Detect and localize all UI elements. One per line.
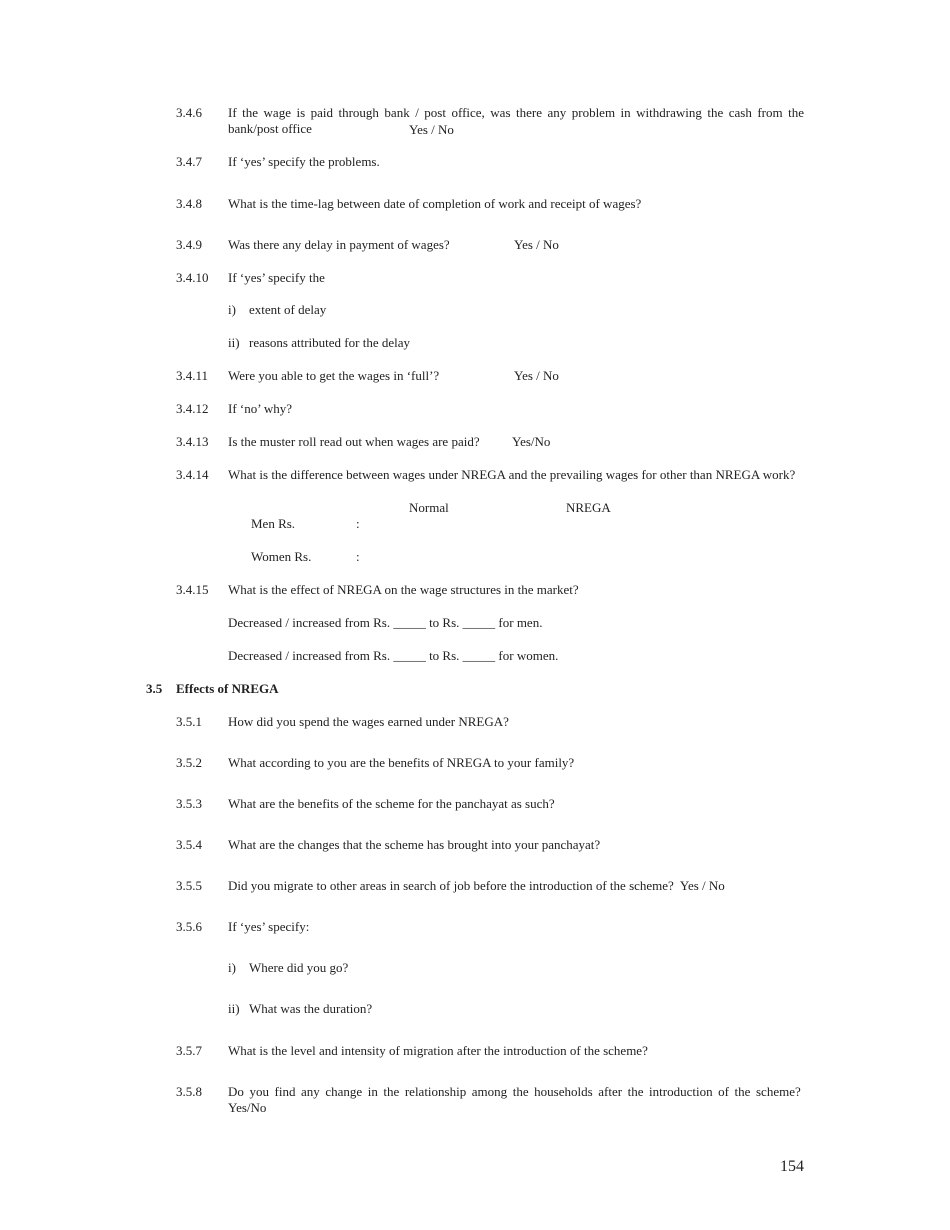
question-3-5-5: [176, 878, 804, 894]
sub-item: [228, 960, 348, 976]
question-number: 3.5.8: [176, 1084, 202, 1099]
question-text: If the wage is paid through bank / post office, was there any problem in withdrawing the cash from the bank/post office: [228, 105, 804, 136]
question-text: What are the changes that the scheme has brought into your panchayat?: [228, 837, 601, 852]
question-number: 3.4.7: [176, 154, 202, 169]
question-text: What is the level and intensity of migration after the introduction of the scheme?: [228, 1043, 648, 1058]
question-3-5-3: [176, 796, 804, 812]
section-number: 3.5: [146, 681, 163, 696]
sub-item: [228, 335, 410, 351]
question-number: 3.5.1: [176, 714, 202, 729]
sub-item-text: reasons attributed for the delay: [249, 335, 410, 350]
question-text: [228, 1084, 804, 1116]
question-3-4-7: [176, 154, 804, 170]
question-3-5-6: [176, 919, 804, 935]
sub-item-text: extent of delay: [249, 302, 327, 317]
yes-no-answer: Yes / No: [514, 237, 559, 252]
question-number: 3.5.7: [176, 1043, 202, 1058]
question-number: 3.5.3: [176, 796, 202, 811]
question-number: 3.4.6: [176, 105, 202, 120]
question-text: [228, 878, 804, 894]
question-3-5-1: [176, 714, 804, 730]
sub-item: [228, 1001, 372, 1017]
question-number: 3.4.13: [176, 434, 209, 449]
section-title: Effects of NREGA: [176, 681, 279, 696]
yes-no-answer: Yes/No: [228, 1100, 267, 1115]
question-3-4-10: [176, 270, 804, 286]
question-text: Were you able to get the wages in ‘full’?: [228, 368, 440, 383]
question-number: 3.4.15: [176, 582, 209, 597]
question-number: 3.5.6: [176, 919, 202, 934]
yes-no-answer: Yes/No: [512, 434, 551, 449]
question-text: Is the muster roll read out when wages are paid?: [228, 434, 480, 449]
yes-no-answer: Yes / No: [409, 122, 454, 137]
sub-item: [228, 302, 326, 318]
question-number: 3.4.10: [176, 270, 209, 285]
row-label-women: Women Rs.: [251, 549, 312, 564]
wage-change-women-line: Decreased / increased from Rs. _____ to Rs. _____ for women.: [228, 648, 559, 663]
question-3-5-8: [176, 1084, 804, 1116]
yes-no-answer: Yes / No: [514, 368, 559, 383]
column-header-normal: Normal: [409, 500, 449, 515]
question-3-5-2: [176, 755, 804, 771]
question-number: 3.5.4: [176, 837, 202, 852]
question-text: What is the time-lag between date of completion of work and receipt of wages?: [228, 196, 642, 211]
row-label-men: Men Rs.: [251, 516, 296, 531]
question-number: 3.5.2: [176, 755, 202, 770]
question-3-4-12: [176, 401, 804, 417]
wage-change-men-line: Decreased / increased from Rs. _____ to Rs. _____ for men.: [228, 615, 543, 630]
sub-item-text: What was the duration?: [249, 1001, 373, 1016]
sub-item-marker: ii): [228, 1001, 240, 1016]
section-heading: [146, 681, 279, 697]
question-3-4-14: [176, 467, 804, 483]
question-text: If ‘yes’ specify the: [228, 270, 325, 285]
question-number: 3.4.12: [176, 401, 209, 416]
question-text: What according to you are the benefits of NREGA to your family?: [228, 755, 575, 770]
question-text: If ‘no’ why?: [228, 401, 293, 416]
question-text: Was there any delay in payment of wages?: [228, 237, 450, 252]
question-text: What is the difference between wages under NREGA and the prevailing wages for other than NREGA work?: [228, 467, 796, 482]
column-header-nrega: NREGA: [566, 500, 611, 515]
question-text: If ‘yes’ specify the problems.: [228, 154, 380, 169]
colon: :: [356, 549, 360, 564]
sub-item-marker: i): [228, 302, 236, 317]
question-3-4-8: [176, 196, 804, 212]
question-text-body: Did you migrate to other areas in search of job before the introduction of the scheme?: [228, 878, 674, 893]
page-number: 154: [780, 1158, 804, 1175]
question-3-4-15: [176, 582, 804, 598]
question-text: What are the benefits of the scheme for the panchayat as such?: [228, 796, 555, 811]
question-3-5-4: [176, 837, 804, 853]
question-number: 3.4.11: [176, 368, 209, 383]
question-number: 3.5.5: [176, 878, 202, 893]
question-number: 3.4.9: [176, 237, 202, 252]
question-3-5-7: [176, 1043, 804, 1059]
sub-item-marker: i): [228, 960, 236, 975]
question-3-4-9: [176, 237, 804, 253]
question-3-4-6: [176, 105, 804, 137]
question-number: 3.4.14: [176, 467, 209, 482]
question-3-4-13: [176, 434, 804, 450]
yes-no-answer: Yes / No: [679, 878, 725, 893]
question-text: If ‘yes’ specify:: [228, 919, 310, 934]
question-3-4-11: [176, 368, 804, 384]
sub-item-text: Where did you go?: [249, 960, 349, 975]
question-text: How did you spend the wages earned under NREGA?: [228, 714, 509, 729]
question-number: 3.4.8: [176, 196, 202, 211]
question-text-body: Do you find any change in the relationship among the households after the introduction of the scheme?: [228, 1084, 801, 1099]
colon: :: [356, 516, 360, 531]
sub-item-marker: ii): [228, 335, 240, 350]
question-text: What is the effect of NREGA on the wage structures in the market?: [228, 582, 579, 597]
